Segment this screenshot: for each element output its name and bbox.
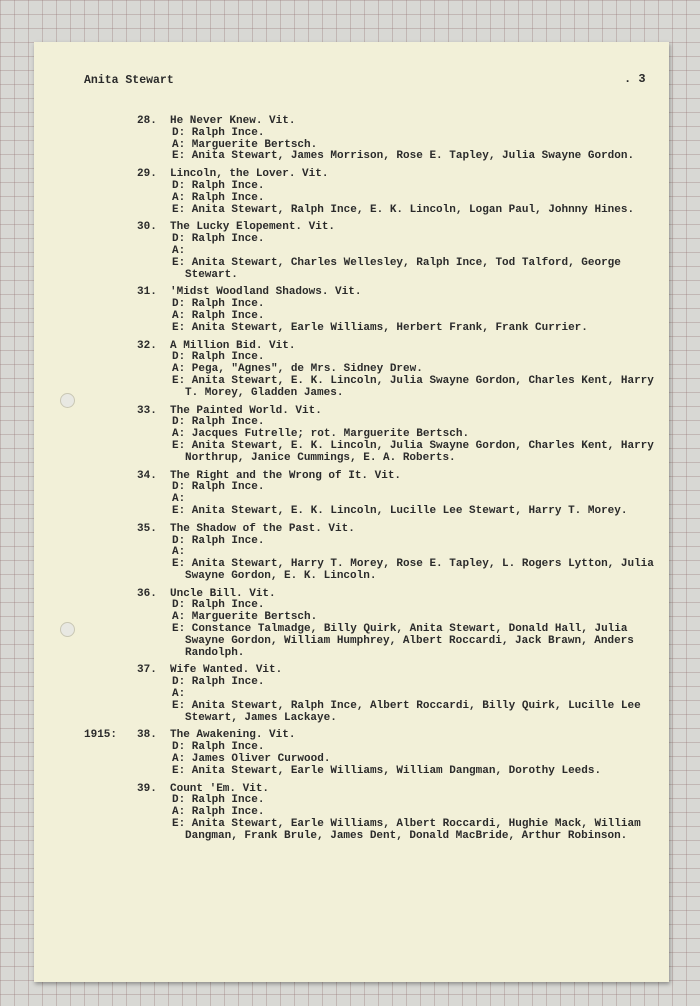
- film-title: A Million Bid. Vit.: [170, 339, 296, 352]
- film-entry: [84, 222, 654, 281]
- cast-line: E: Anita Stewart, Earle Williams, Albert Roccardi, Hughie Mack, William Dangman, Frank Brule, James Dent, Donald MacBride, Arthur Robinson.: [172, 818, 641, 842]
- cast-line: E: Anita Stewart, Harry T. Morey, Rose E. Tapley, L. Rogers Lytton, Julia Swayne Gordon, E. K. Lincoln.: [172, 558, 654, 582]
- director-line: D: Ralph Ince.: [172, 599, 265, 612]
- film-title: The Awakening. Vit.: [170, 729, 296, 742]
- author-line: A: Ralph Ince.: [172, 806, 265, 819]
- director-line: D: Ralph Ince.: [172, 416, 265, 429]
- film-title: The Right and the Wrong of It. Vit.: [170, 469, 402, 482]
- film-title: The Lucky Elopement. Vit.: [170, 221, 336, 234]
- film-title: Count 'Em. Vit.: [170, 782, 270, 795]
- director-line: D: Ralph Ince.: [172, 351, 265, 364]
- director-line: D: Ralph Ince.: [172, 179, 265, 192]
- author-line: A: Ralph Ince.: [172, 309, 265, 322]
- author-line: A: James Oliver Curwood.: [172, 753, 331, 766]
- film-entry: [84, 341, 654, 400]
- punch-hole: [60, 622, 75, 637]
- film-entry: [84, 116, 654, 163]
- cast-line: E: Anita Stewart, Ralph Ince, E. K. Lincoln, Logan Paul, Johnny Hines.: [172, 203, 635, 216]
- author-line: A:: [172, 688, 186, 701]
- director-line: D: Ralph Ince.: [172, 126, 265, 139]
- page-header-name: Anita Stewart: [84, 74, 174, 87]
- author-line: A: Marguerite Bertsch.: [172, 611, 318, 624]
- film-entry: [84, 784, 654, 843]
- document-page: [34, 42, 669, 982]
- film-title: Wife Wanted. Vit.: [170, 664, 283, 677]
- film-title: The Painted World. Vit.: [170, 404, 322, 417]
- author-line: A: Marguerite Bertsch.: [172, 138, 318, 151]
- author-line: A:: [172, 546, 186, 559]
- film-entry: [84, 169, 654, 216]
- entry-number: 31.: [137, 286, 157, 299]
- film-entry: [84, 665, 654, 724]
- director-line: D: Ralph Ince.: [172, 233, 265, 246]
- film-entry: [84, 287, 654, 334]
- author-line: A: Jacques Futrelle; rot. Marguerite Bertsch.: [172, 428, 470, 441]
- entry-number: 38.: [137, 729, 157, 742]
- film-entry: [84, 406, 654, 465]
- author-line: A:: [172, 493, 186, 506]
- cast-line: E: Anita Stewart, Ralph Ince, Albert Roccardi, Billy Quirk, Lucille Lee Stewart, James Lackaye.: [172, 699, 641, 724]
- entry-number: 37.: [137, 664, 157, 677]
- cast-line: E: Anita Stewart, James Morrison, Rose E. Tapley, Julia Swayne Gordon.: [172, 150, 635, 163]
- entry-number: 28.: [137, 115, 157, 127]
- director-line: D: Ralph Ince.: [172, 794, 265, 807]
- director-line: D: Ralph Ince.: [172, 481, 265, 494]
- cast-line: E: Anita Stewart, E. K. Lincoln, Lucille Lee Stewart, Harry T. Morey.: [172, 504, 628, 517]
- film-title: He Never Knew. Vit.: [170, 115, 296, 127]
- director-line: D: Ralph Ince.: [172, 534, 265, 547]
- entry-number: 33.: [137, 404, 157, 417]
- director-line: D: Ralph Ince.: [172, 298, 265, 311]
- entry-number: 32.: [137, 339, 157, 352]
- director-line: D: Ralph Ince.: [172, 741, 265, 754]
- film-entry: [84, 471, 654, 518]
- filmography-list: [84, 116, 654, 849]
- film-title: 'Midst Woodland Shadows. Vit.: [170, 286, 362, 299]
- entry-number: 30.: [137, 221, 157, 234]
- cast-line: E: Anita Stewart, Charles Wellesley, Ralph Ince, Tod Talford, George Stewart.: [172, 256, 621, 281]
- cast-line: E: Anita Stewart, Earle Williams, William Dangman, Dorothy Leeds.: [172, 764, 602, 777]
- entry-number: 34.: [137, 469, 157, 482]
- punch-hole: [60, 393, 75, 408]
- entry-number: 35.: [137, 522, 157, 535]
- director-line: D: Ralph Ince.: [172, 676, 265, 689]
- author-line: A: Ralph Ince.: [172, 191, 265, 204]
- author-line: A:: [172, 244, 186, 257]
- film-entry: [84, 730, 654, 777]
- entry-number: 36.: [137, 587, 157, 600]
- cast-line: E: Anita Stewart, E. K. Lincoln, Julia Swayne Gordon, Charles Kent, Harry Northrup, Janice Cummings, E. A. Roberts.: [172, 439, 654, 464]
- film-title: The Shadow of the Past. Vit.: [170, 522, 355, 535]
- cast-line: E: Anita Stewart, Earle Williams, Herbert Frank, Frank Currier.: [172, 321, 588, 334]
- page-number: . 3: [624, 72, 646, 86]
- year-marker: 1915:: [84, 729, 118, 742]
- entry-number: 29.: [137, 168, 157, 181]
- author-line: A: Pega, "Agnes", de Mrs. Sidney Drew.: [172, 363, 423, 376]
- film-entry: [84, 524, 654, 583]
- cast-line: E: Constance Talmadge, Billy Quirk, Anita Stewart, Donald Hall, Julia Swayne Gordon, William Humphrey, Albert Roccardi, Jack Brawn, Anders Randolph.: [172, 623, 634, 659]
- film-entry: [84, 589, 654, 660]
- entry-number: 39.: [137, 782, 157, 795]
- film-title: Uncle Bill. Vit.: [170, 587, 276, 600]
- film-title: Lincoln, the Lover. Vit.: [170, 168, 329, 181]
- cast-line: E: Anita Stewart, E. K. Lincoln, Julia Swayne Gordon, Charles Kent, Harry T. Morey, Gladden James.: [172, 374, 654, 399]
